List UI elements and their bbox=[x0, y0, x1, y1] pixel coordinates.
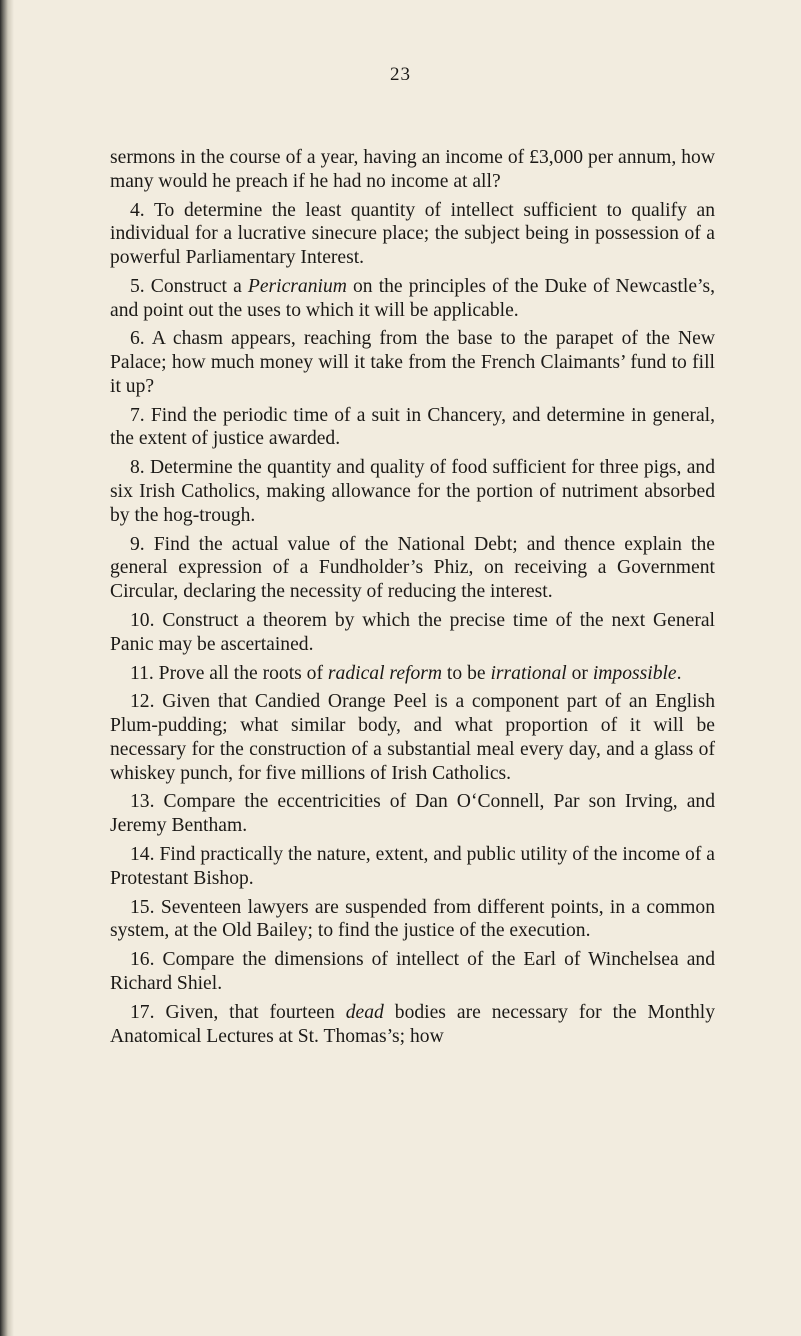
question-text: Compare the eccentricities of Dan O‘Connell, Par son Irving, and Jeremy Bentham. bbox=[110, 791, 715, 837]
question-17 bbox=[110, 1001, 715, 1048]
question-text: Given that Candied Orange Peel is a component part of an English Plum-pudding; what similar body, and what proportion of it will be necessary for the construction of a substantial meal every day, and a glass of whiskey punch, for five millions of Irish Catholics. bbox=[110, 691, 715, 784]
page-gutter bbox=[0, 0, 14, 1336]
question-text-pre: Prove all the roots of bbox=[158, 662, 328, 684]
question-text: Seventeen lawyers are suspended from different points, in a common system, at the Old Bailey; to find the justice of the execution. bbox=[110, 896, 716, 942]
page-text bbox=[110, 146, 715, 1053]
question-text: Find the actual value of the National Debt; and thence explain the general expression of a Fundholder’s Phiz, on receiving a Government Circular, declaring the necessity of reducing the interest. bbox=[110, 533, 715, 603]
question-number: 16. bbox=[130, 949, 155, 971]
question-number: 9. bbox=[130, 533, 145, 555]
question-text: Find the periodic time of a suit in Chancery, and determine in general, the extent of justice awarded. bbox=[110, 404, 715, 450]
question-text: Determine the quantity and quality of food sufficient for three pigs, and six Irish Catholics, making allowance for the portion of nutriment absorbed by the hog-trough. bbox=[110, 457, 715, 526]
question-text-pre: Given, that fourteen bbox=[165, 1001, 346, 1023]
question-text-post: bodies are necessary for the Monthly Anatomical Lectures at St. Thomas’s; how bbox=[110, 1001, 716, 1047]
question-text-emphasis: radical reform bbox=[327, 662, 443, 684]
question-text-post: . bbox=[676, 662, 682, 684]
question-number: 8. bbox=[130, 457, 145, 479]
question-number: 12. bbox=[130, 691, 155, 713]
question-11 bbox=[110, 662, 715, 686]
question-text-pre: Construct a bbox=[150, 275, 248, 297]
question-number: 11. bbox=[130, 662, 154, 684]
question-number: 14. bbox=[130, 844, 155, 866]
question-4 bbox=[110, 199, 715, 270]
question-7 bbox=[110, 404, 715, 451]
question-text: Construct a theorem by which the precise time of the next General Panic may be ascertained. bbox=[110, 609, 715, 655]
question-number: 17. bbox=[130, 1001, 155, 1023]
question-text-emphasis-2: irrational bbox=[490, 662, 567, 684]
page-number: 23 bbox=[390, 64, 411, 85]
question-6 bbox=[110, 327, 715, 398]
question-number: 6. bbox=[130, 328, 145, 350]
question-text: To determine the least quantity of intellect sufficient to qualify an individual for a lucrative sinecure place; the subject being in possession of a powerful Parliamentary Interest. bbox=[110, 199, 716, 268]
question-8 bbox=[110, 456, 715, 527]
question-text-emphasis: dead bbox=[345, 1001, 384, 1023]
question-10 bbox=[110, 609, 715, 656]
question-text: Compare the dimensions of intellect of the Earl of Winchelsea and Richard Shiel. bbox=[110, 949, 715, 994]
question-14 bbox=[110, 843, 715, 890]
intro-paragraph: sermons in the course of a year, having an income of £3,000 per annum, how many would he preach if he had no income at all? bbox=[110, 147, 715, 192]
question-13 bbox=[110, 790, 715, 837]
question-5 bbox=[110, 275, 715, 322]
question-number: 13. bbox=[130, 791, 155, 813]
question-12 bbox=[110, 690, 715, 785]
question-text-post: on the principles of the Duke of Newcastle’s, and point out the uses to which it will be applicable. bbox=[110, 275, 716, 321]
question-text: Find practically the nature, extent, and public utility of the income of a Protestant Bishop. bbox=[110, 844, 715, 889]
question-text-mid: to be bbox=[442, 662, 491, 684]
question-number: 5. bbox=[130, 275, 145, 297]
question-9 bbox=[110, 533, 715, 604]
question-text: A chasm appears, reaching from the base to the parapet of the New Palace; how much money will it take from the French Claimants’ fund to fill it up? bbox=[110, 328, 715, 397]
question-text-emphasis-3: impossible bbox=[592, 662, 677, 684]
question-number: 4. bbox=[130, 199, 145, 221]
question-text-mid-2: or bbox=[566, 662, 593, 684]
question-16 bbox=[110, 948, 715, 995]
question-number: 10. bbox=[130, 609, 155, 631]
question-number: 15. bbox=[130, 896, 155, 918]
question-text-emphasis: Pericranium bbox=[247, 275, 347, 297]
question-15 bbox=[110, 896, 715, 943]
question-number: 7. bbox=[130, 404, 145, 426]
